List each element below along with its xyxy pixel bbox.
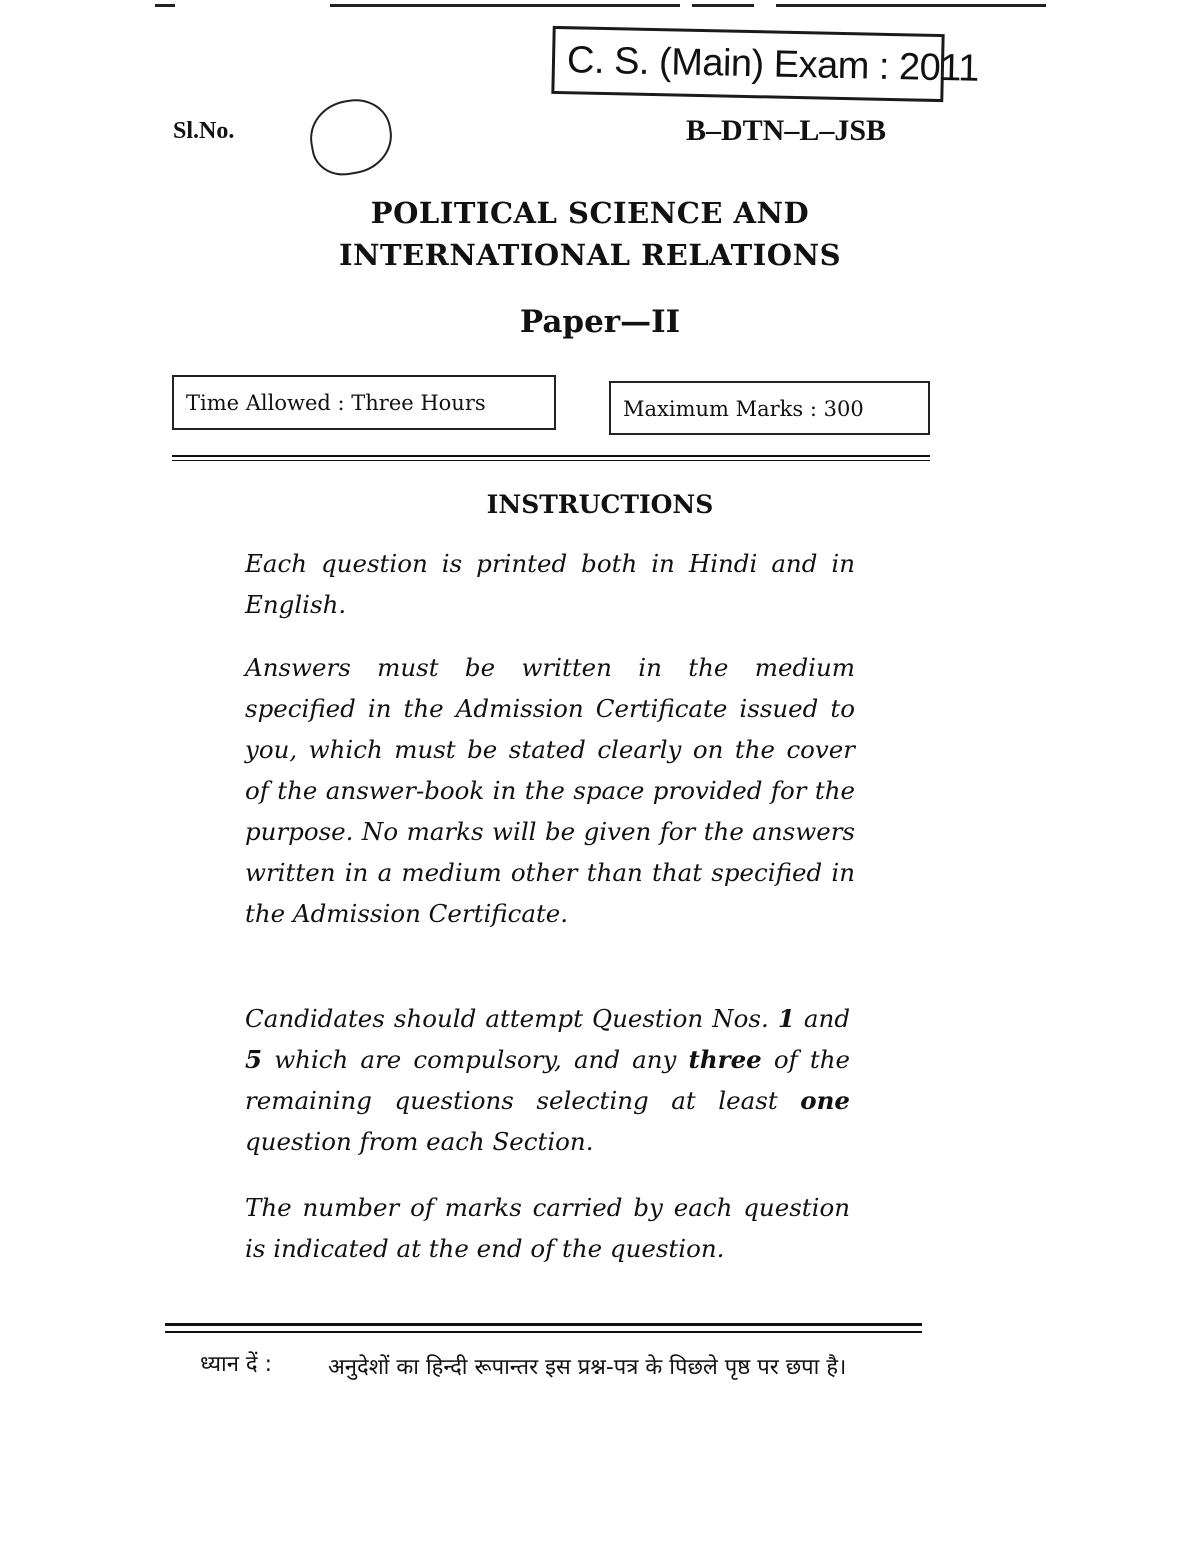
subject-title-line1: POLITICAL SCIENCE AND xyxy=(370,196,810,230)
instruction-text: which are compulsory, and any xyxy=(262,1045,689,1074)
instruction-paragraph-4: The number of marks carried by each question is indicated at the end of the question. xyxy=(245,1193,850,1263)
instructions-heading: INSTRUCTIONS xyxy=(486,490,714,519)
divider xyxy=(172,455,930,457)
paper-number: Paper—II xyxy=(519,304,681,340)
emphasis-one: one xyxy=(800,1086,850,1115)
time-allowed-box: Time Allowed : Three Hours xyxy=(172,375,556,430)
instruction-paragraph-2: Answers must be written in the medium specified in the Admission Certificate issued to you, which must be stated clearly on the cover of the answer-book in the space provided for the purpose. No marks will be given for the answers written in a medium other than that specified in the Admission Certificate. xyxy=(245,653,855,928)
divider xyxy=(165,1331,922,1333)
instruction-text: question from each Section. xyxy=(245,1127,594,1156)
scan-mark xyxy=(155,4,175,7)
serial-number-label: Sl.No. xyxy=(173,118,235,144)
paper-code: B–DTN–L–JSB xyxy=(686,114,887,147)
note-label: ध्यान दें : xyxy=(200,1352,273,1377)
divider xyxy=(172,460,930,461)
scan-mark xyxy=(692,4,754,7)
question-number-5: 5 xyxy=(245,1045,263,1074)
instruction-paragraph-1: Each question is printed both in Hindi and in English. xyxy=(245,549,855,619)
instruction-text: and xyxy=(794,1004,851,1033)
exam-stamp: C. S. (Main) Exam : 2011 xyxy=(551,26,944,102)
scan-mark xyxy=(330,4,680,7)
note-text: अनुदेशों का हिन्दी रूपान्तर इस प्रश्न-पत्र के पिछले पृष्ठ पर छपा है। xyxy=(328,1355,847,1380)
question-number-1: 1 xyxy=(777,1004,795,1033)
instruction-text: of the remaining questions selecting at least xyxy=(245,1045,850,1115)
maximum-marks-box: Maximum Marks : 300 xyxy=(609,381,930,435)
scan-mark xyxy=(776,4,1046,7)
divider xyxy=(165,1323,922,1326)
emphasis-three: three xyxy=(688,1045,762,1074)
subject-title-line2: INTERNATIONAL RELATIONS xyxy=(338,238,842,272)
instruction-paragraph-3 xyxy=(245,998,850,1162)
instruction-text: Candidates should attempt Question Nos. xyxy=(245,1004,778,1033)
serial-number-circle xyxy=(304,93,398,180)
